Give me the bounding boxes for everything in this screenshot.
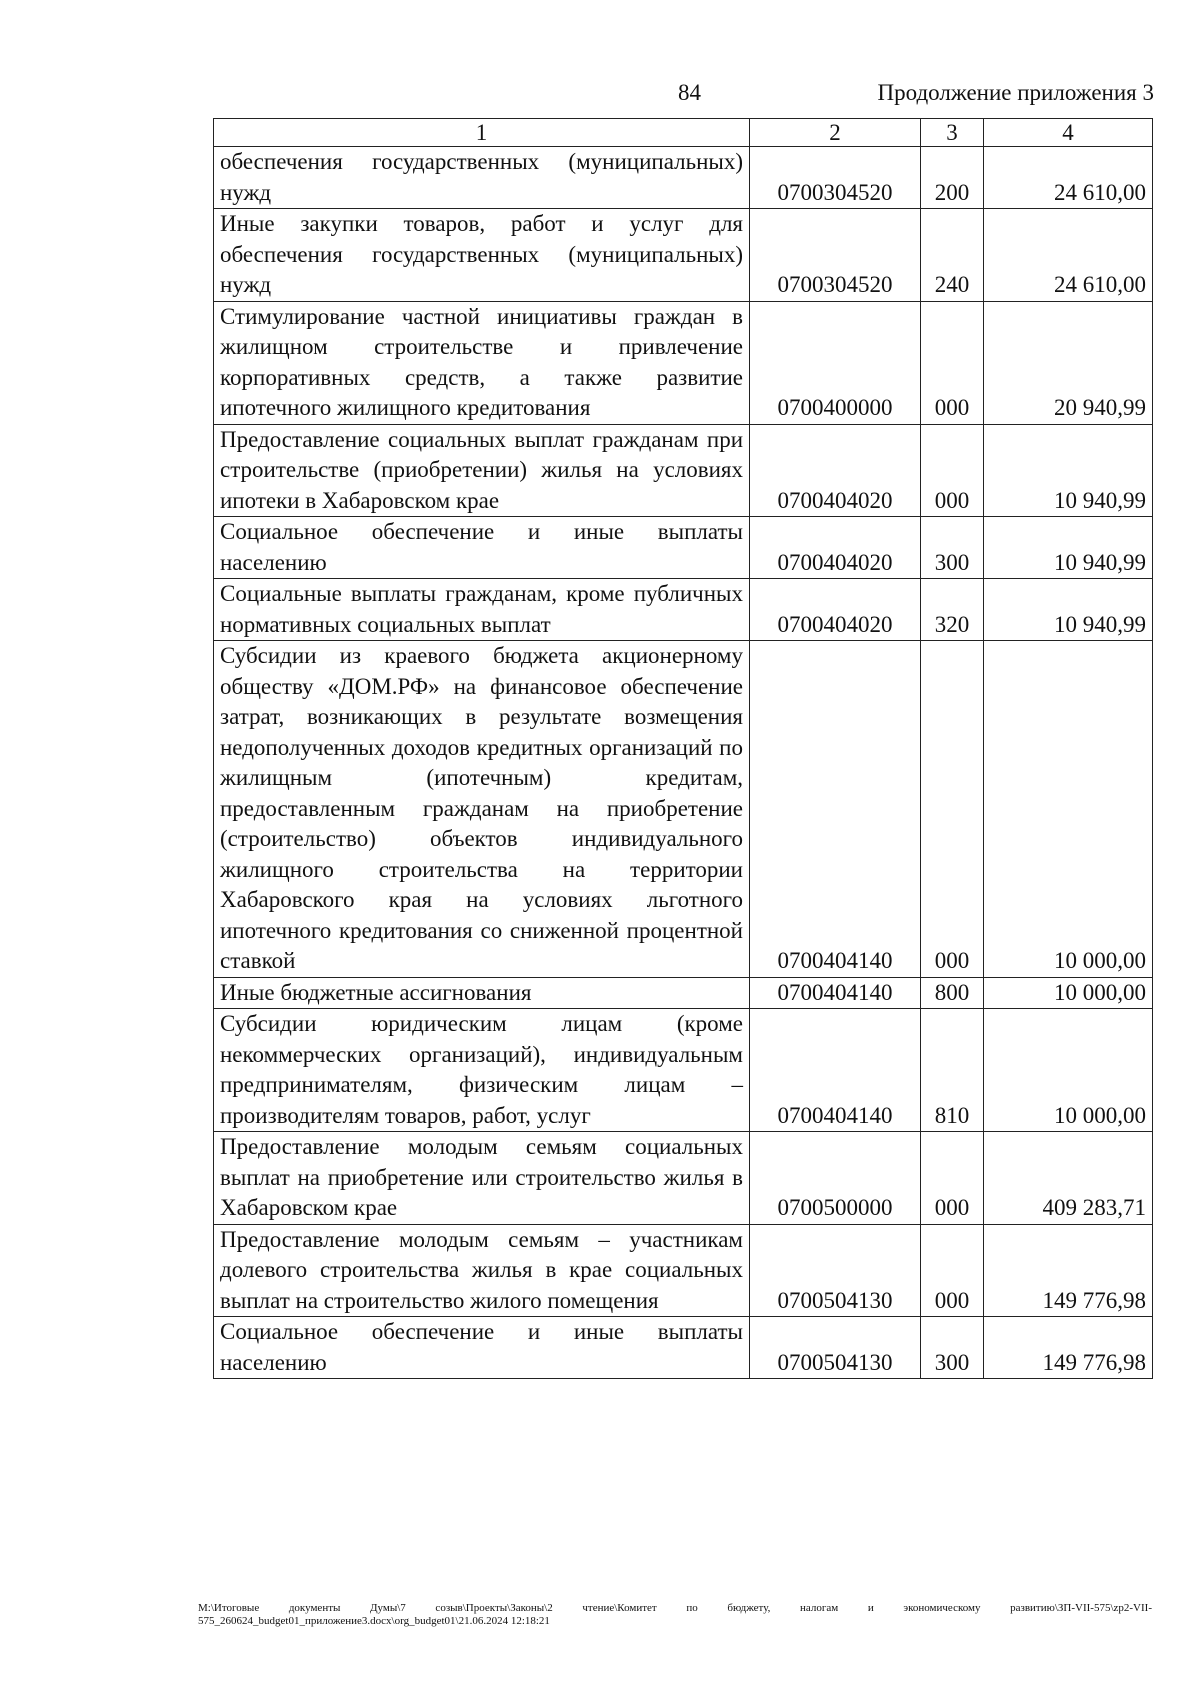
row-type: 810 xyxy=(921,1009,984,1132)
row-name: Социальное обеспечение и иные выплаты населению xyxy=(214,517,750,579)
table-row xyxy=(214,641,1153,978)
row-code: 0700404020 xyxy=(750,579,921,641)
table-row xyxy=(214,579,1153,641)
row-type: 000 xyxy=(921,1132,984,1225)
row-amount: 10 000,00 xyxy=(984,977,1153,1009)
column-header-2: 2 xyxy=(750,119,921,147)
row-code: 0700404020 xyxy=(750,424,921,517)
row-amount: 24 610,00 xyxy=(984,147,1153,209)
row-code: 0700404020 xyxy=(750,517,921,579)
row-name: Социальное обеспечение и иные выплаты населению xyxy=(214,1317,750,1379)
column-header-4: 4 xyxy=(984,119,1153,147)
row-code: 0700404140 xyxy=(750,1009,921,1132)
row-name: обеспечения государственных (муниципальных) нужд xyxy=(214,147,750,209)
row-code: 0700500000 xyxy=(750,1132,921,1225)
row-code: 0700304520 xyxy=(750,209,921,302)
row-amount: 20 940,99 xyxy=(984,301,1153,424)
row-type: 300 xyxy=(921,517,984,579)
row-amount: 149 776,98 xyxy=(984,1224,1153,1317)
row-amount: 10 000,00 xyxy=(984,1009,1153,1132)
appendix-continuation-label: Продолжение приложения 3 xyxy=(877,80,1154,105)
row-type: 200 xyxy=(921,147,984,209)
row-code: 0700404140 xyxy=(750,641,921,978)
table-row xyxy=(214,424,1153,517)
row-name: Социальные выплаты гражданам, кроме публичных нормативных социальных выплат xyxy=(214,579,750,641)
row-type: 000 xyxy=(921,1224,984,1317)
table-row xyxy=(214,1009,1153,1132)
row-name: Стимулирование частной инициативы граждан в жилищном строительстве и привлечение корпоративных средств, а также развитие ипотечного жилищного кредитования xyxy=(214,301,750,424)
table-row xyxy=(214,209,1153,302)
row-amount: 10 940,99 xyxy=(984,579,1153,641)
table-row xyxy=(214,1224,1153,1317)
row-code: 0700404140 xyxy=(750,977,921,1009)
row-type: 800 xyxy=(921,977,984,1009)
table-row xyxy=(214,147,1153,209)
row-code: 0700304520 xyxy=(750,147,921,209)
row-type: 300 xyxy=(921,1317,984,1379)
row-name: Предоставление молодым семьям социальных выплат на приобретение или строительство жилья в Хабаровском крае xyxy=(214,1132,750,1225)
row-name: Иные бюджетные ассигнования xyxy=(214,977,750,1009)
row-amount: 10 000,00 xyxy=(984,641,1153,978)
row-type: 000 xyxy=(921,301,984,424)
row-type: 320 xyxy=(921,579,984,641)
row-name: Иные закупки товаров, работ и услуг для обеспечения государственных (муниципальных) нужд xyxy=(214,209,750,302)
document-file-path: M:\Итоговые документы Думы\7 созыв\Проекты\Законы\2 чтение\Комитет по бюджету, налогам и экономическому развитию\ЗП-VII-575\zp2-VII-575_260624_budget01_приложение3.docx\org_budget01\21.06.2024 12:18:21 xyxy=(198,1602,1152,1627)
row-code: 0700504130 xyxy=(750,1224,921,1317)
table-row xyxy=(214,1132,1153,1225)
row-name: Субсидии юридическим лицам (кроме некоммерческих организаций), индивидуальным предпринимателям, физическим лицам – производителям товаров, работ, услуг xyxy=(214,1009,750,1132)
row-code: 0700504130 xyxy=(750,1317,921,1379)
table-row xyxy=(214,517,1153,579)
row-type: 000 xyxy=(921,641,984,978)
row-amount: 10 940,99 xyxy=(984,517,1153,579)
table-row xyxy=(214,977,1153,1009)
row-amount: 409 283,71 xyxy=(984,1132,1153,1225)
page-number: 84 xyxy=(678,80,701,105)
row-amount: 10 940,99 xyxy=(984,424,1153,517)
row-code: 0700400000 xyxy=(750,301,921,424)
row-amount: 24 610,00 xyxy=(984,209,1153,302)
row-name: Предоставление молодым семьям – участникам долевого строительства жилья в крае социальных выплат на строительство жилого помещения xyxy=(214,1224,750,1317)
table-row xyxy=(214,1317,1153,1379)
table-header-row xyxy=(214,119,1153,147)
row-type: 000 xyxy=(921,424,984,517)
row-type: 240 xyxy=(921,209,984,302)
column-header-1: 1 xyxy=(214,119,750,147)
table-row xyxy=(214,301,1153,424)
budget-table xyxy=(213,118,1153,1379)
row-name: Субсидии из краевого бюджета акционерному обществу «ДОМ.РФ» на финансовое обеспечение затрат, возникающих в результате возмещения недополученных доходов кредитных организаций по жилищным (ипотечным) кредитам, предоставленным гражданам на приобретение (строительство) объектов индивидуального жилищного строительства на территории Хабаровского края на условиях льготного ипотечного кредитования со сниженной процентной ставкой xyxy=(214,641,750,978)
row-amount: 149 776,98 xyxy=(984,1317,1153,1379)
column-header-3: 3 xyxy=(921,119,984,147)
row-name: Предоставление социальных выплат гражданам при строительстве (приобретении) жилья на условиях ипотеки в Хабаровском крае xyxy=(214,424,750,517)
